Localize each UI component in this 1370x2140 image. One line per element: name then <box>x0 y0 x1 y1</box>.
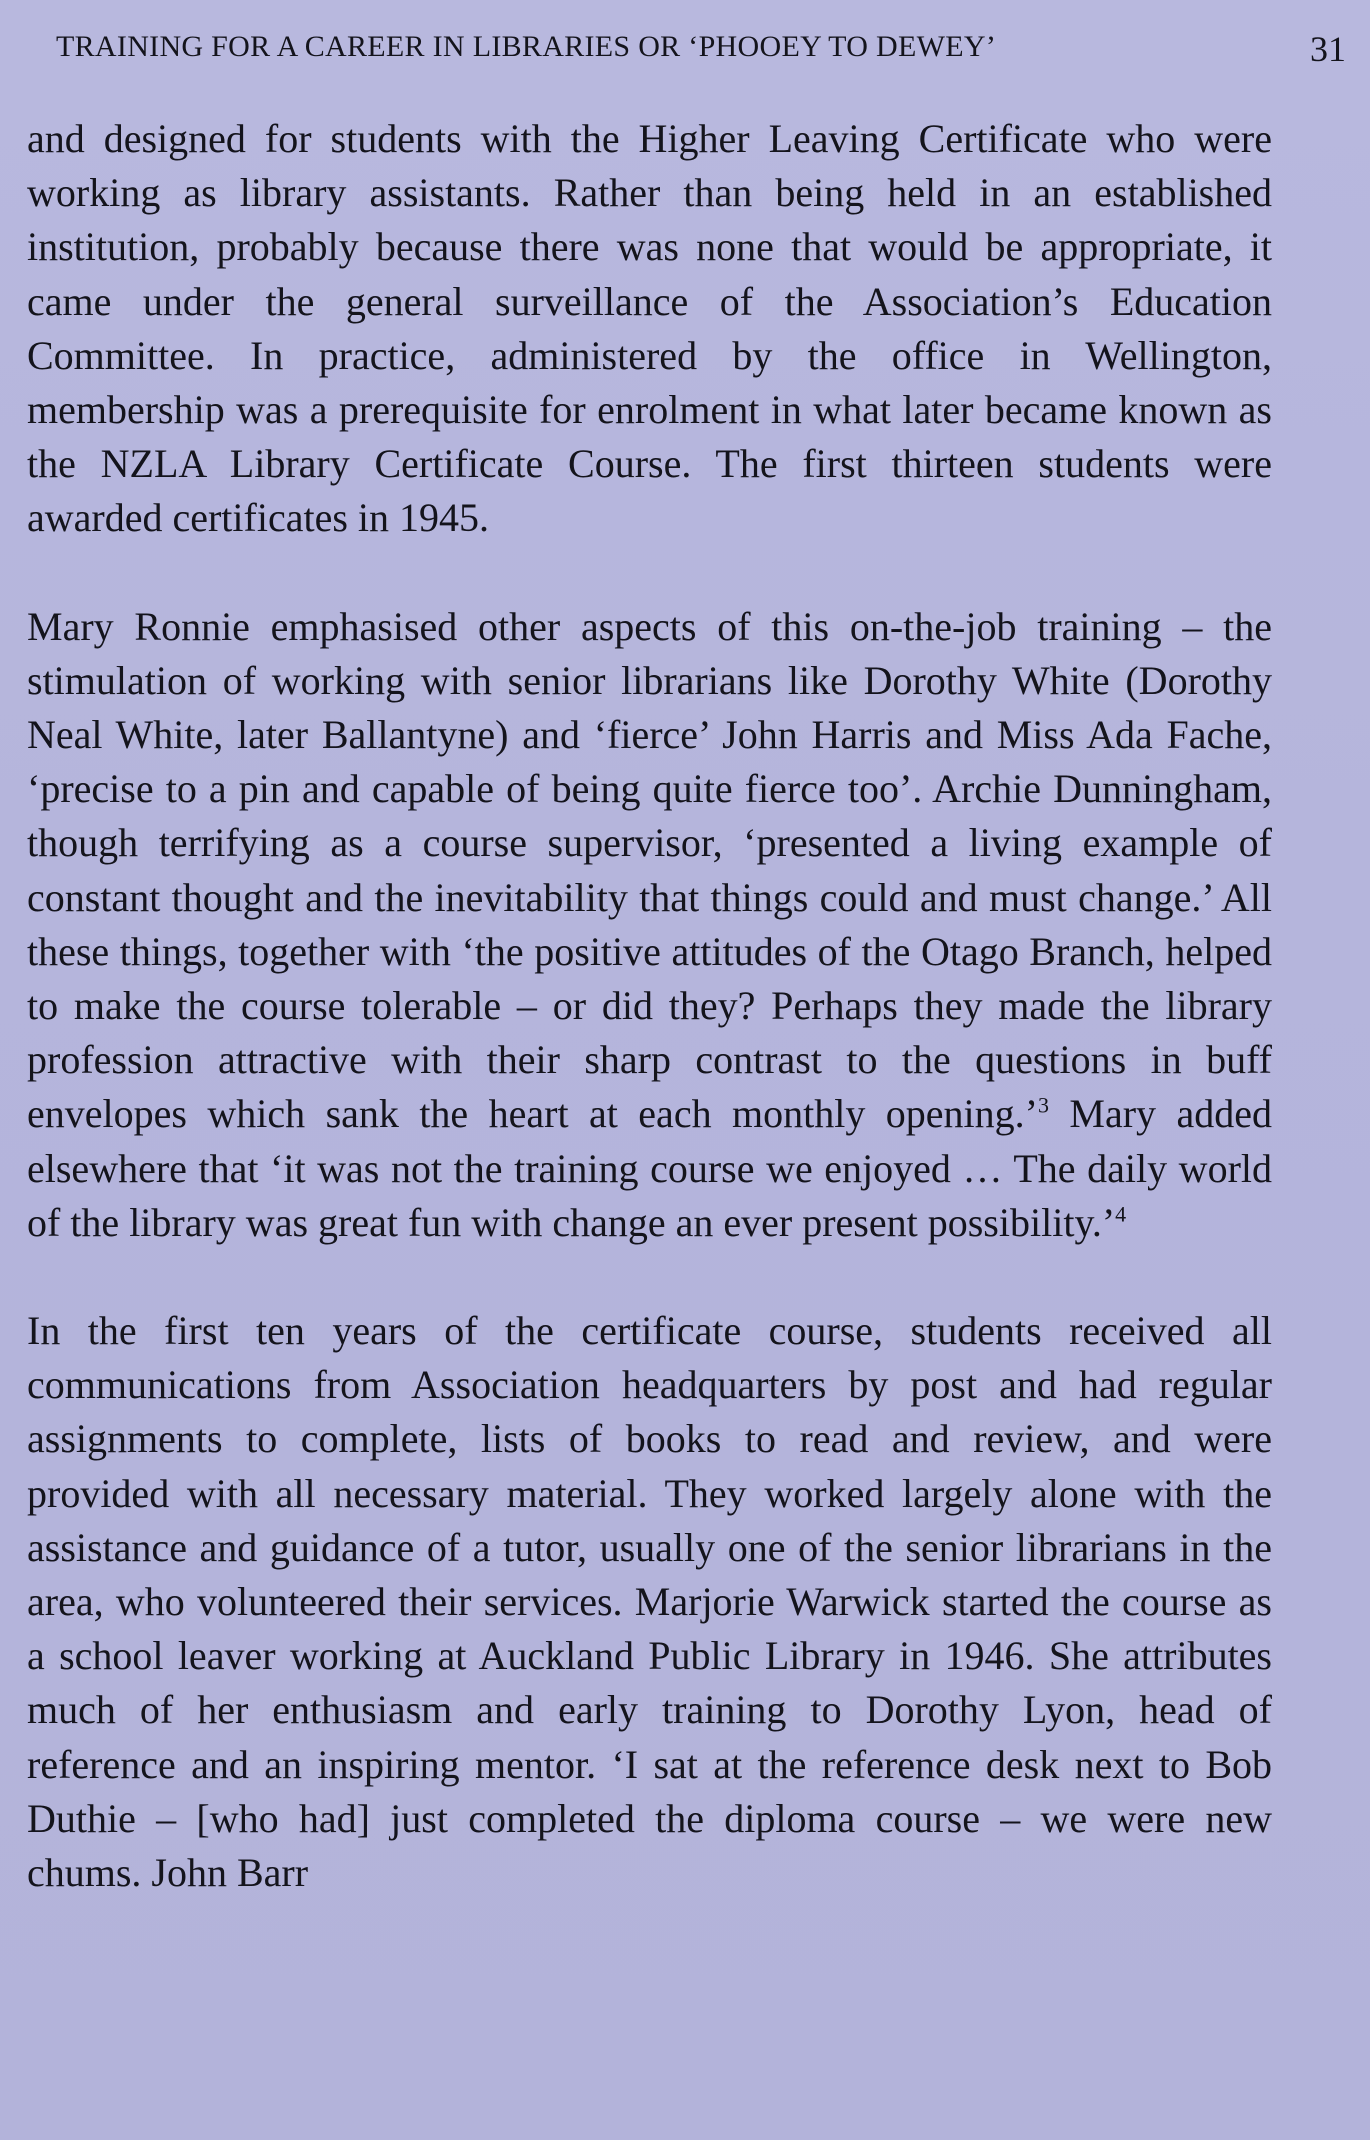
page-number: 31 <box>1310 29 1346 69</box>
paragraph-2-text-b: Mary added elsewhere that ‘it was not the training course we enjoyed … The daily world of the library was great fun with change an ever present possibility.’ <box>27 1091 1272 1245</box>
running-head-title: TRAINING FOR A CAREER IN LIBRARIES OR ‘PHOOEY TO DEWEY’ <box>56 30 997 63</box>
paragraph-3: In the first ten years of the certificate course, students received all communications from Association headquarters by post and had regular assignments to complete, lists of books to read and review, and were provided with all necessary material. They worked largely alone with the assistance and guidance of a tutor, usually one of the senior librarians in the area, who volunteered their services. Marjorie Warwick started the course as a school leaver working at Auckland Public Library in 1946. She attributes much of her enthusiasm and early training to Dorothy Lyon, head of reference and an inspiring mentor. ‘I sat at the reference desk next to Bob Duthie – [who had] just completed the diploma course – we were new chums. John Barr <box>27 1308 1272 1896</box>
footnote-ref-3: 3 <box>1037 1093 1049 1119</box>
running-head <box>56 30 1346 76</box>
paragraph-2-text-a: Mary Ronnie emphasised other aspects of this on-the-job training – the stimulation of working with senior librarians like Dorothy White (Dorothy Neal White, later Ballantyne) and ‘fierce’ John Harris and Miss Ada Fache, ‘precise to a pin and capable of being quite fierce too’. Archie Dunningham, though terrifying as a course supervisor, ‘presented a living example of constant thought and the inevitability that things could and must change.’ All these things, together with ‘the positive attitudes of the Otago Branch, helped to make the course tolerable – or did they? Perhaps they made the library profession attractive with their sharp contrast to the questions in buff envelopes which sank the heart at each monthly opening.’ <box>27 603 1272 1137</box>
footnote-ref-4: 4 <box>1115 1201 1127 1227</box>
body-text <box>27 112 1272 1900</box>
paragraph-1: and designed for students with the Higher Leaving Certificate who were working as library assistants. Rather than being held in an established institution, probably because there was none that would be appropriate, it came under the general surveillance of the Association’s Education Committee. In practice, administered by the office in Wellington, membership was a prerequisite for enrolment in what later became known as the NZLA Library Certificate Course. The first thirteen students were awarded certificates in 1945. <box>27 116 1272 541</box>
paragraph-2 <box>27 600 1272 1250</box>
